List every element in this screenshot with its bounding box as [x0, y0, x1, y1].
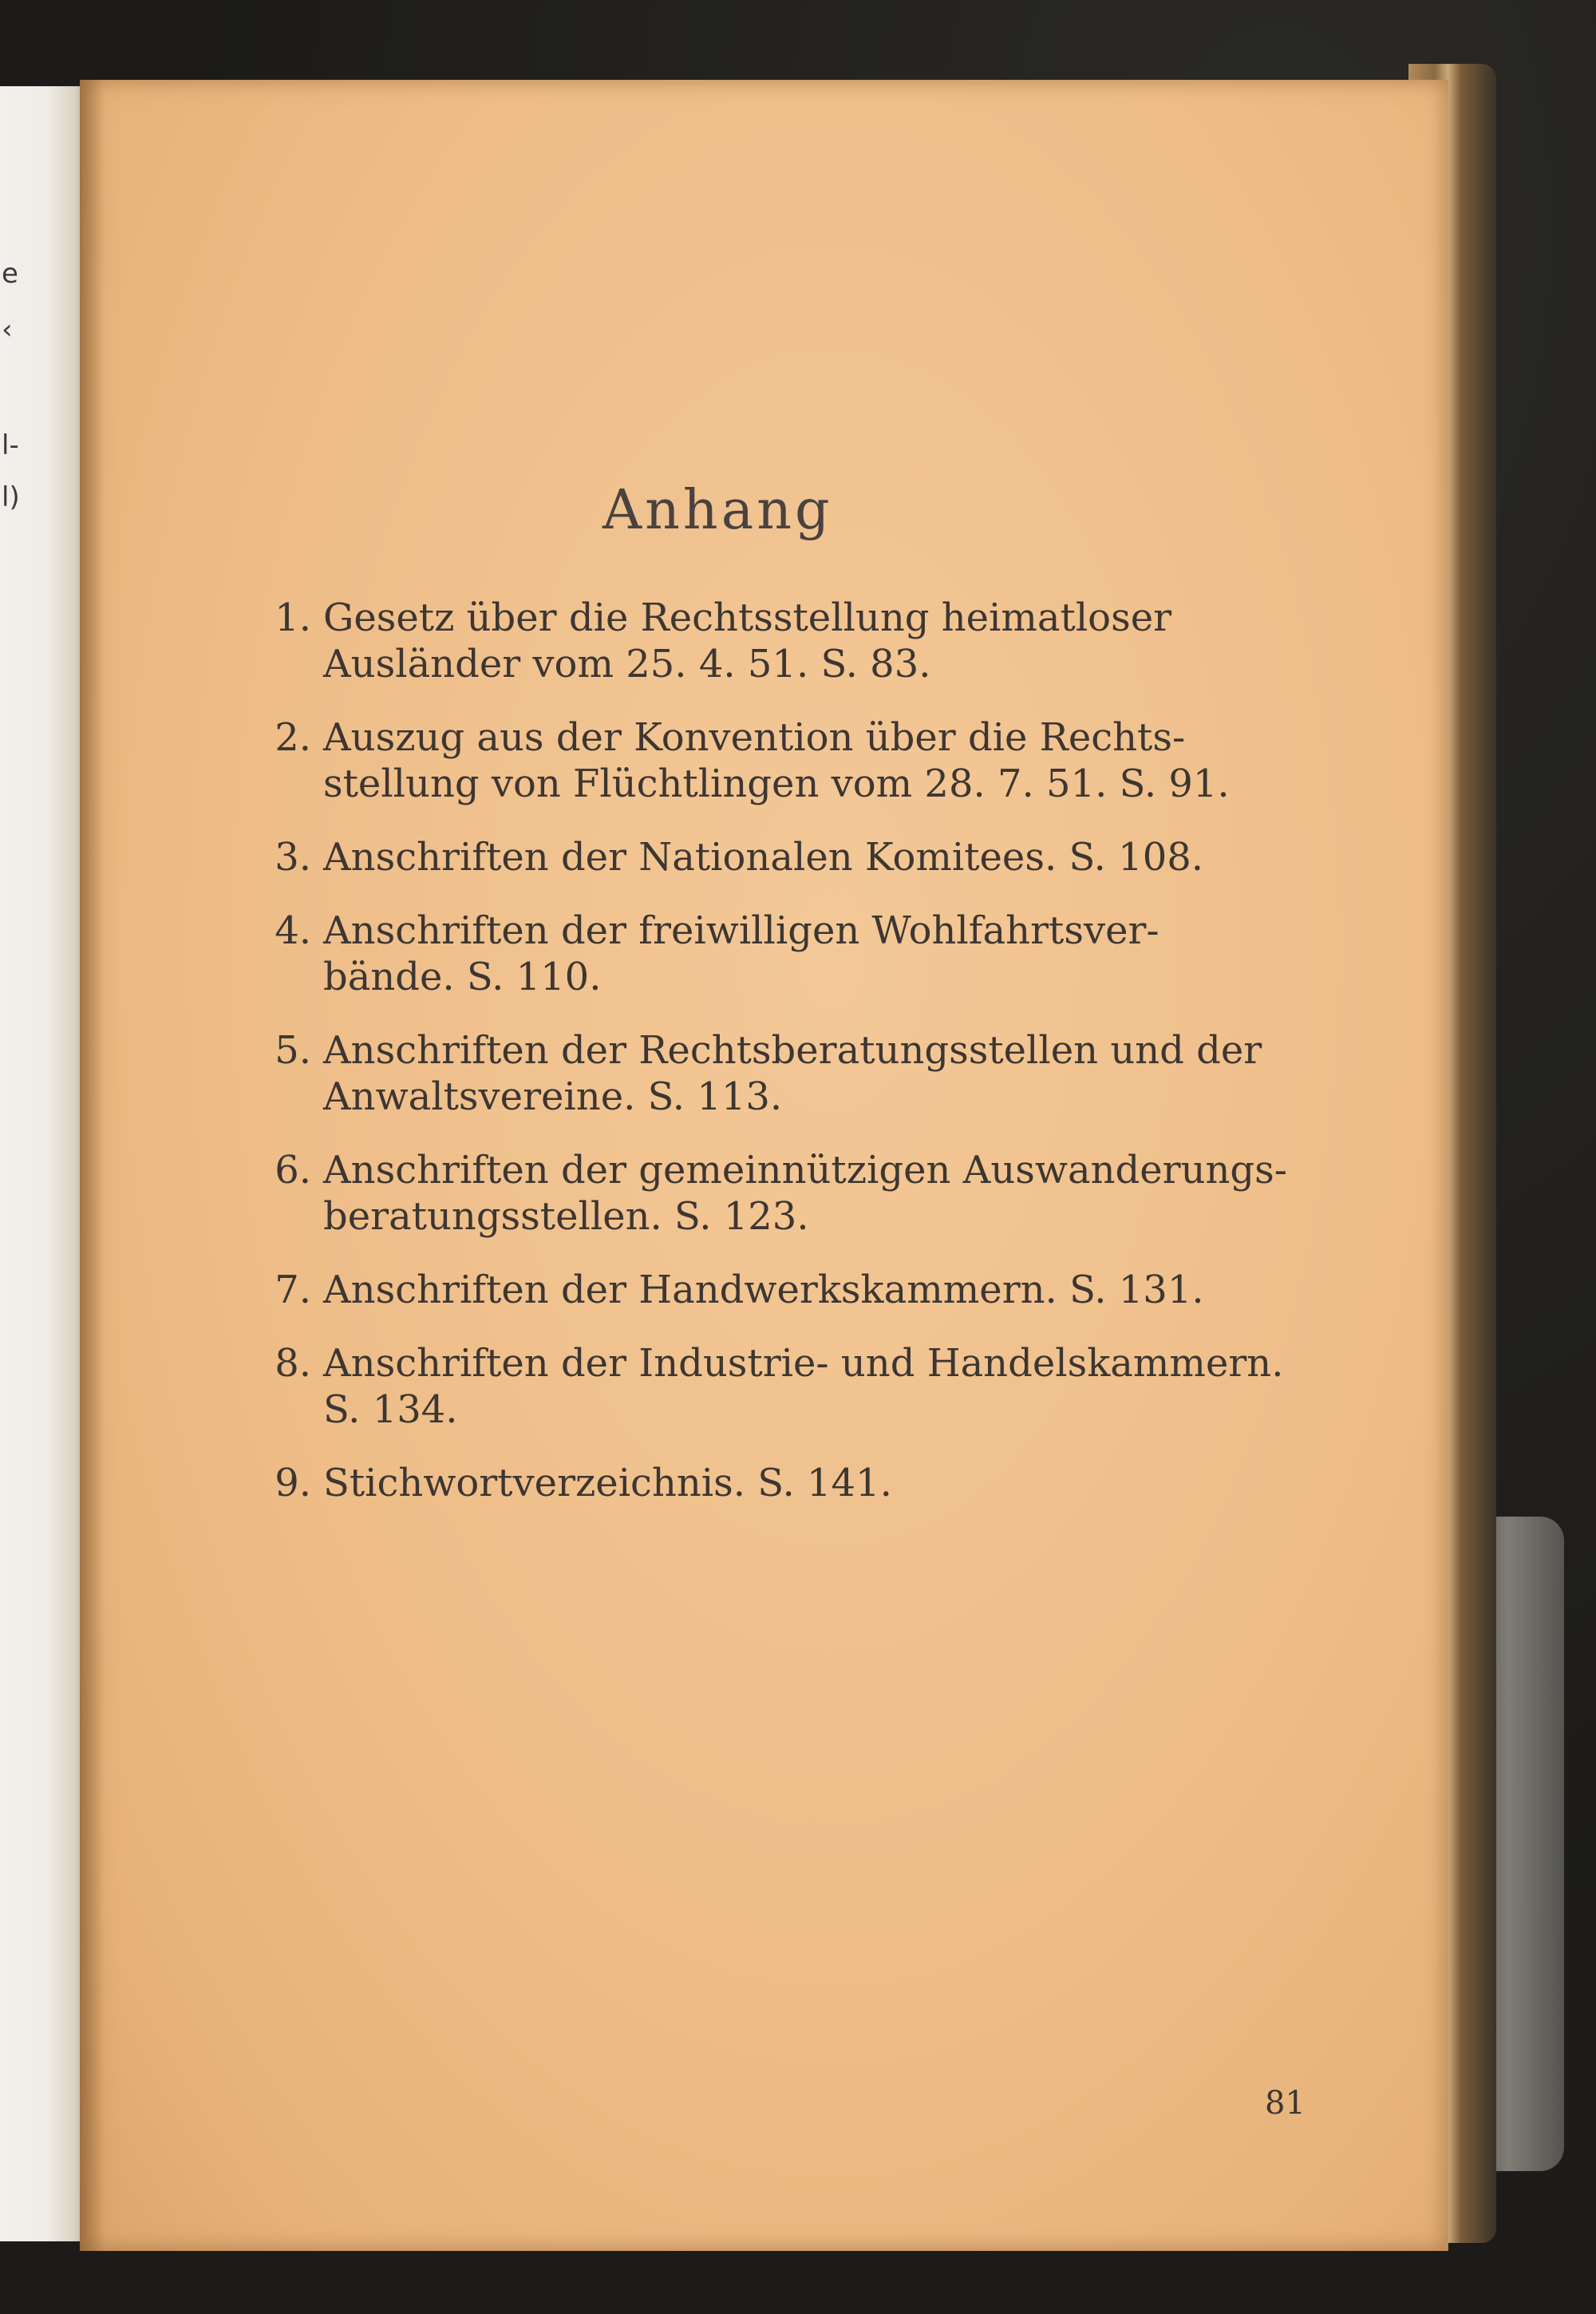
- item-text-line: Anschriften der freiwilligen Wohlfahrtsver-: [323, 908, 1159, 953]
- page-title: Anhang: [602, 479, 833, 542]
- item-number: 6.: [275, 1148, 311, 1193]
- item-text-line: Anschriften der Nationalen Komitees. S. 108.: [323, 835, 1204, 880]
- item-text-line: beratungsstellen. S. 123.: [323, 1194, 809, 1239]
- list-item: [263, 1340, 1301, 1433]
- item-number: 4.: [275, 908, 311, 953]
- item-text-line: Auszug aus der Konvention über die Rechts-: [323, 715, 1186, 760]
- list-item: [263, 834, 1301, 880]
- facing-page-fragment: l-: [2, 429, 19, 461]
- list-item: [263, 1147, 1301, 1240]
- item-text-line: Anschriften der Handwerkskammern. S. 131.: [323, 1268, 1204, 1312]
- item-number: 5.: [275, 1028, 311, 1073]
- appendix-list: [263, 595, 1301, 1533]
- list-item: [263, 1460, 1301, 1506]
- item-text-line: Anschriften der Rechtsberatungsstellen und der: [323, 1028, 1262, 1073]
- item-number: 9.: [275, 1461, 311, 1505]
- item-number: 2.: [275, 715, 311, 760]
- facing-page-fragment: e: [2, 258, 18, 290]
- item-text-line: Ausländer vom 25. 4. 51. S. 83.: [323, 642, 931, 686]
- page-number: 81: [1265, 2085, 1306, 2122]
- item-number: 7.: [275, 1268, 311, 1312]
- list-item: [263, 1267, 1301, 1313]
- item-text-line: stellung von Flüchtlingen vom 28. 7. 51. S. 91.: [323, 761, 1230, 806]
- item-text-line: Anwaltsvereine. S. 113.: [323, 1074, 783, 1119]
- item-number: 1.: [275, 595, 311, 640]
- item-text-line: Anschriften der Industrie- und Handelskammern.: [323, 1341, 1284, 1386]
- list-item: [263, 714, 1301, 807]
- list-item: [263, 1027, 1301, 1120]
- item-number: 8.: [275, 1341, 311, 1386]
- item-text-line: bände. S. 110.: [323, 955, 602, 999]
- item-text-line: Anschriften der gemeinnützigen Auswanderungs-: [323, 1148, 1287, 1193]
- facing-page-fragment: l): [2, 481, 20, 513]
- facing-page-fragment: ‹: [2, 314, 13, 346]
- item-number: 3.: [275, 835, 311, 880]
- list-item: [263, 908, 1301, 1000]
- item-text-line: S. 134.: [323, 1387, 458, 1432]
- item-text-line: Stichwortverzeichnis. S. 141.: [323, 1461, 892, 1505]
- item-text-line: Gesetz über die Rechtsstellung heimatloser: [323, 595, 1172, 640]
- list-item: [263, 595, 1301, 687]
